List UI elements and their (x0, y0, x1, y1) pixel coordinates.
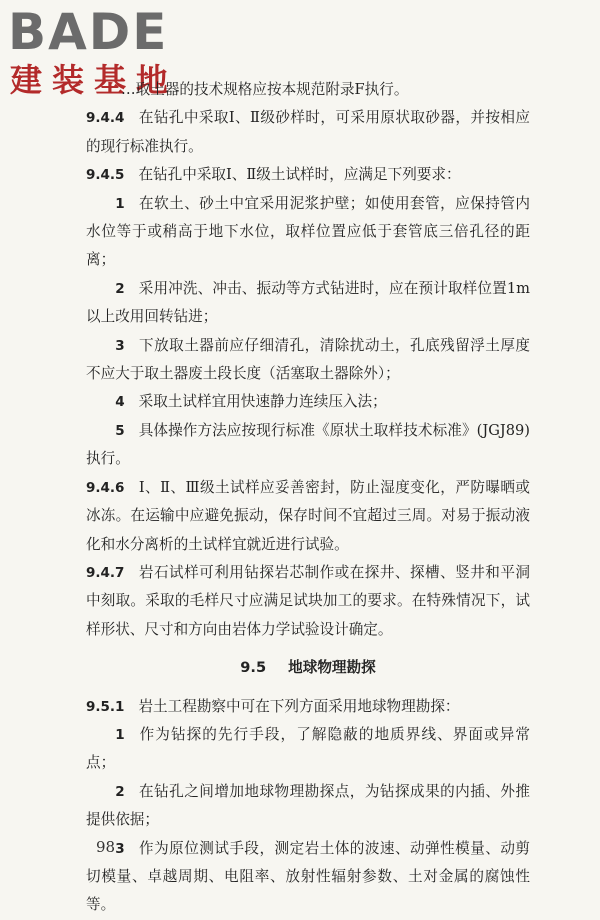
list-item-9-4-5-1 (86, 190, 530, 275)
paragraph-text: 在钻孔中采取Ⅰ、Ⅱ级土试样时，应满足下列要求： (138, 166, 461, 184)
list-item-9-4-5-2 (86, 275, 530, 332)
clause-9-4-3-tail (86, 76, 530, 104)
clause-number: 9.4.6 (86, 479, 125, 496)
watermark-latin: BADE (8, 3, 169, 61)
item-number: 2 (115, 280, 125, 297)
paragraph-text: Ⅰ、Ⅱ、Ⅲ级土试样应妥善密封，防止湿度变化，严防曝晒或冰冻。在运输中应避免振动，保存时间不宜超过三周。对易于振动液化和水分离析的土试样宜就近进行试验。 (86, 478, 530, 553)
paragraph-text: 在钻孔中采取Ⅰ、Ⅱ级砂样时，可采用原状取砂器，并按相应的现行标准执行。 (86, 109, 530, 155)
watermark-cjk: 建装基地 (10, 61, 179, 99)
document-body (86, 76, 530, 920)
section-number: 9.5 (240, 659, 267, 677)
paragraph-text: 具体操作方法应按现行标准《原状土取样技术标准》(JGJ89)执行。 (86, 421, 530, 468)
paragraph-text: 下放取土器前应仔细清孔，清除扰动土，孔底残留浮土厚度不应大于取土器废土段长度（活塞取土器除外）； (86, 336, 530, 383)
paragraph-text: 采用冲洗、冲击、振动等方式钻进时，应在预计取样位置1m以上改用回转钻进； (86, 279, 530, 326)
paragraph-text: 在钻孔之间增加地球物理勘探点，为钻探成果的内插、外推提供依据； (86, 782, 530, 829)
item-number: 2 (115, 783, 125, 800)
clause-9-4-5 (86, 161, 530, 189)
list-item-9-5-1-1 (86, 721, 530, 778)
section-title: 地球物理勘探 (288, 659, 376, 677)
paragraph-text: 作为钻探的先行手段，了解隐蔽的地质界线、界面或异常点； (86, 725, 530, 772)
section-heading (86, 654, 530, 682)
clause-9-4-4 (86, 104, 530, 161)
clause-number: 9.4.4 (86, 110, 125, 127)
clause-number: 9.4.7 (86, 564, 125, 581)
paragraph-text: 岩土工程勘察中可在下列方面采用地球物理勘探： (138, 697, 460, 715)
clause-number: 9.5.1 (86, 698, 125, 715)
clause-9-5-1 (86, 693, 530, 721)
clause-9-4-6 (86, 474, 530, 559)
item-number: 4 (115, 394, 125, 411)
item-number: 3 (115, 840, 125, 857)
item-number: 1 (115, 726, 125, 743)
paragraph-text: 在软土、砂土中宜采用泥浆护壁；如使用套管，应保持管内水位等于或稍高于地下水位，取样位置应低于套管底三倍孔径的距离； (86, 194, 530, 269)
list-item-9-5-1-3 (86, 835, 530, 920)
list-item-9-5-1-2 (86, 778, 530, 835)
paragraph-text: 岩石试样可利用钻探岩芯制作或在探井、探槽、竖井和平洞中刻取。采取的毛样尺寸应满足试块加工的要求。在特殊情况下，试样形状、尺寸和方向由岩体力学试验设计确定。 (86, 563, 530, 638)
item-number: 5 (115, 422, 125, 439)
paragraph-text: 采取土试样宜用快速静力连续压入法； (138, 393, 387, 411)
paragraph-text: …取土器的技术规格应按本规范附录F执行。 (121, 81, 409, 98)
paragraph-text: 作为原位测试手段，测定岩土体的波速、动弹性模量、动剪切模量、卓越周期、电阻率、放射性辐射参数、土对金属的腐蚀性等。 (86, 839, 530, 914)
list-item-9-4-5-3 (86, 332, 530, 389)
list-item-9-4-5-5 (86, 417, 530, 474)
page-number: 98 (96, 838, 116, 856)
clause-9-4-7 (86, 559, 530, 644)
item-number: 1 (115, 195, 125, 212)
clause-number: 9.4.5 (86, 167, 125, 184)
list-item-9-4-5-4 (86, 388, 530, 416)
item-number: 3 (115, 337, 125, 354)
